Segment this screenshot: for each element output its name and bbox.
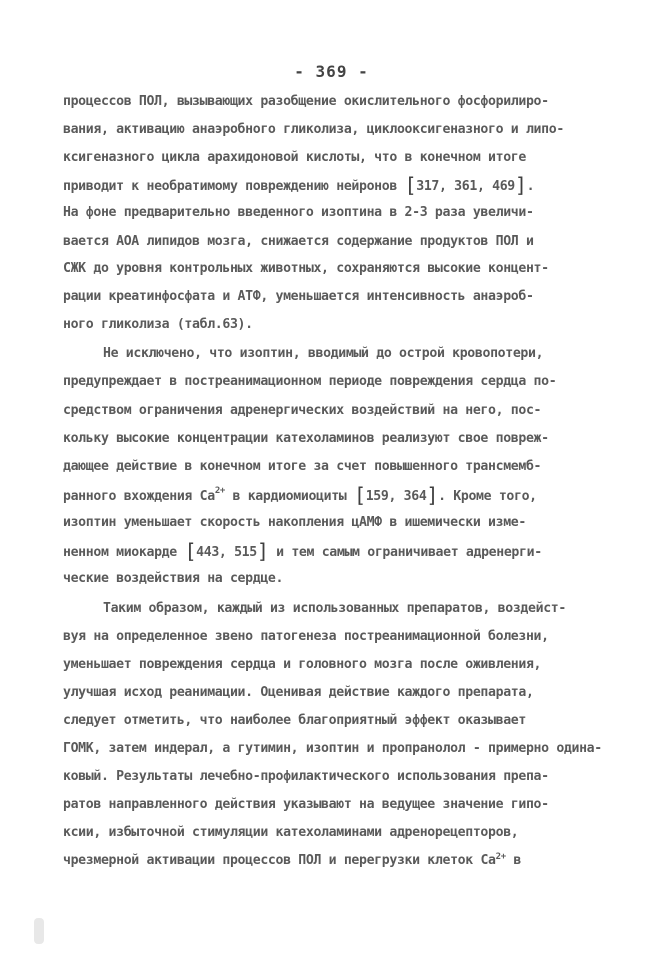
text-line: предупреждает в постреанимационном периоде повреждения сердца по- (63, 374, 557, 389)
text-line: улучшая исход реанимации. Оценивая действие каждого препарата, (63, 685, 534, 700)
text-line: изоптин уменьшает скорость накопления цАМФ в ишемически изме- (63, 515, 526, 530)
text-line: следует отметить, что наиболее благоприятный эффект оказывает (63, 713, 526, 728)
text-line: ковый. Результаты лечебно-профилактического использования препа- (63, 769, 549, 784)
text-line: средством ограничения адренергических воздействий на него, пос- (63, 403, 542, 418)
text-line: вания, активацию анаэробного гликолиза, циклооксигеназного и липо- (63, 122, 564, 137)
text-line: уменьшает повреждения сердца и головного мозга после оживления, (63, 657, 542, 672)
text-line: Не исключено, что изоптин, вводимый до острой кровопотери, (103, 346, 544, 361)
text-line: чрезмерной активации процессов ПОЛ и перегрузки клеток $Ca^{2+}$ в (63, 852, 521, 868)
text-line: рации креатинфосфата и АТФ, уменьшается интенсивность анаэроб- (63, 289, 534, 304)
text-line: вается АОА липидов мозга, снижается содержание продуктов ПОЛ и (63, 234, 534, 249)
text-line: На фоне предварительно введенного изоптина в 2-3 раза увеличи- (63, 205, 534, 220)
text-line: приводит к необратимому повреждению нейронов [317, 361, 469]. (63, 173, 535, 197)
scan-smudge (34, 918, 44, 944)
text-line: ненном миокарде [443, 515] и тем самым ограничивает адренерги- (63, 539, 542, 563)
text-line: ГОМК, затем индерал, а гутимин, изоптин и пропранолол - примерно одина- (63, 741, 602, 756)
text-line: ного гликолиза (табл.63). (63, 317, 253, 332)
text-line: СЖК до уровня контрольных животных, сохраняются высокие концент- (63, 261, 549, 276)
text-line: ксигеназного цикла арахидоновой кислоты, что в конечном итоге (63, 150, 526, 165)
text-line: ческие воздействия на сердце. (63, 571, 284, 586)
text-line: ратов направленного действия указывают на ведущее значение гипо- (63, 797, 549, 812)
text-line: кольку высокие концентрации катехоламинов реализуют свое повреж- (63, 431, 549, 446)
text-line: Таким образом, каждый из использованных препаратов, воздейст- (103, 601, 566, 616)
page-number: - 369 - (294, 62, 369, 81)
text-line: процессов ПОЛ, вызывающих разобщение окислительного фосфорилиро- (63, 94, 549, 109)
text-line: вуя на определенное звено патогенеза постреанимационной болезни, (63, 629, 549, 644)
text-line: ранного вхождения $Ca^{2+}$ в кардиомиоциты [159, 364]. Кроме того, (63, 483, 537, 507)
text-line: ксии, избыточной стимуляции катехоламинами адренорецепторов, (63, 825, 519, 840)
text-line: дающее действие в конечном итоге за счет повышенного трансмемб- (63, 459, 542, 474)
